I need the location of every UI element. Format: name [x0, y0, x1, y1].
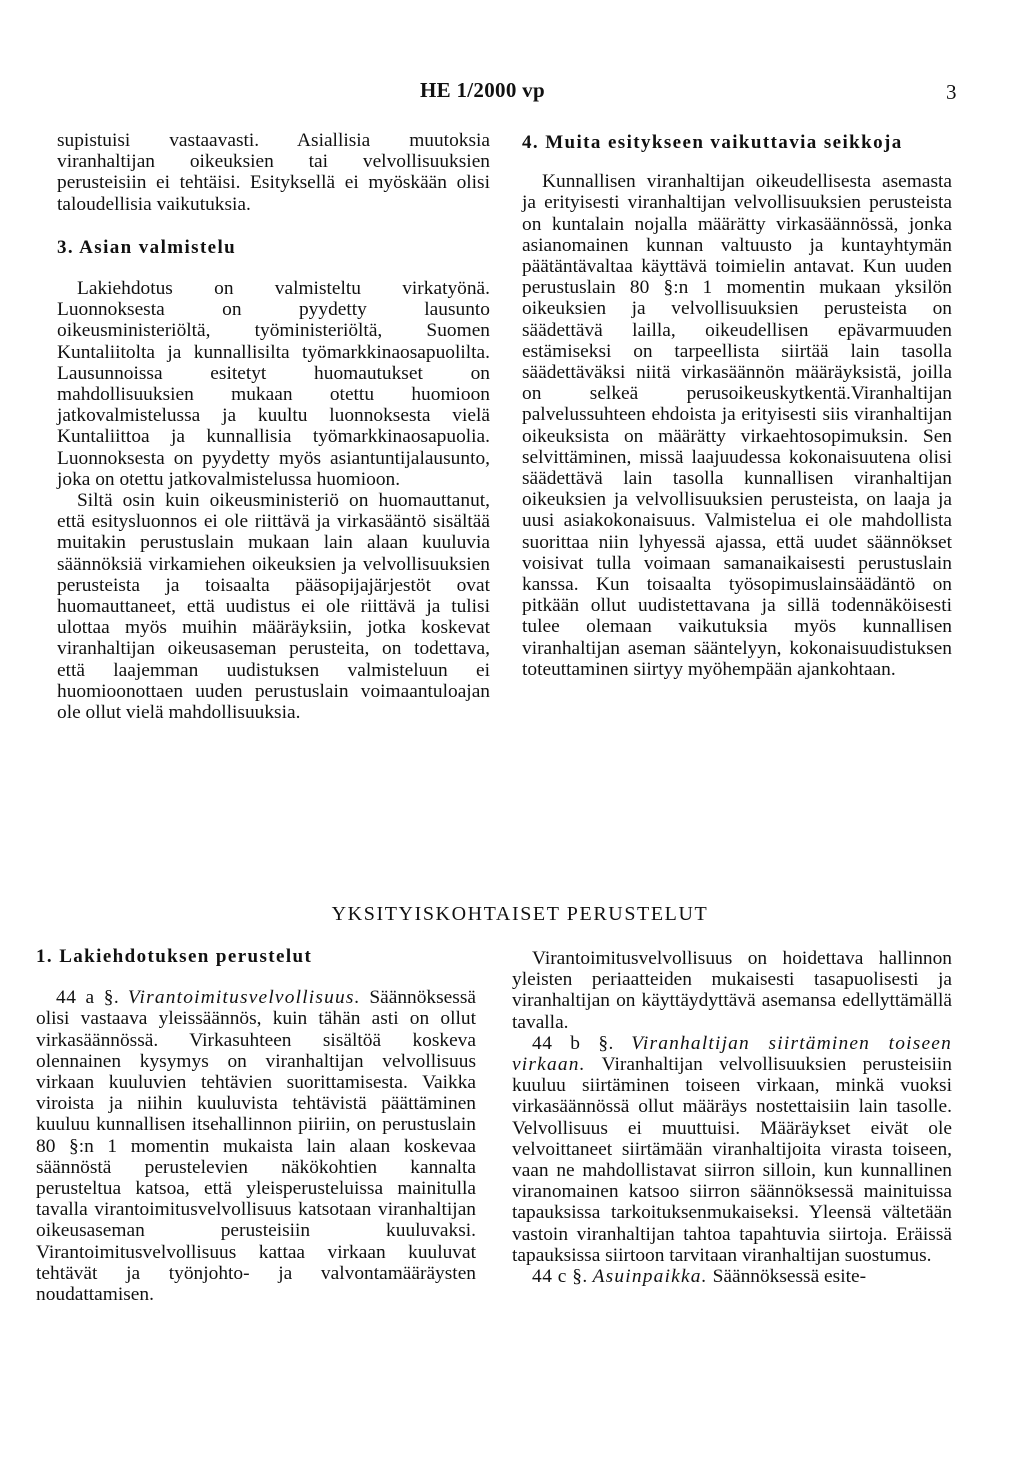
section-text: Viranhaltijan velvollisuuksien perusteisiin kuuluu siirtäminen toiseen virkaan, minkä vuoksi virkasäännössä ollut määräys nostettaisiin lain tasolle. Velvollisuus ei muuttuisi. Määräykset eivät ole velvoittaneet siirtämään viranhaltijoita virasta toiseen, vaan ne mahdollistavat siirron silloin, kun kunnallinen viranomainen katsoo siirron säännöksessä mainituissa tapauksissa tarkoituksenmukaiseksi. Yleensä vältetään vastoin viranhaltijan tahtoa tapahtuvia siirtoja. Eräissä tapauksissa siirtoon tarvitaan viranhaltijan suostumus.: [512, 1054, 952, 1266]
section-number: 44 c §.: [532, 1266, 588, 1288]
section-heading-3: 3. Asian valmistelu: [57, 236, 237, 258]
section-number: 44 a §.: [56, 987, 120, 1009]
section-text: Säännöksessä esite-: [707, 1266, 867, 1288]
section-number: 44 b §.: [532, 1032, 614, 1054]
left-column-bottom: [36, 946, 476, 1305]
paragraph: Kunnallisen viranhaltijan oikeudellisesta asemasta ja erityisesti viranhaltijan velvollisuuksien perusteista on kuntalain nojalla määrätty virkasäännössä, jonka asianomainen kunnan valtuusto ja kuntayhtymän päätäntävaltaa käyttävä toimielin antavat. Kun uuden perustuslain 80 §:n 1 momentin mukaan yksilön oikeuksien ja velvollisuuksien perusteista on säädettävä lailla, oikeudellisen epävarmuuden estämiseksi on tarpeellista siirtää lain tasolla säädettäväksi niitä virkasäännön määräyksistä, joilla on selkeä perusoikeuskytkentä.Viranhaltijan palvelussuhteen ehdoista ja erityisesti siis viranhaltijan oikeuksista on määrätty virkaehtosopimuksin. Sen selvittäminen, missä laajuudessa kokonaisuutena olisi säädettävä lain tasolla kunnallisen viranhaltijan oikeuksien ja velvollisuuksien perusteista, on laaja ja uusi asiakokonaisuus. Valmistelua ei ole mahdollista suorittaa niin lyhyessä ajassa, että uudet säännökset voisivat tulla voimaan samanaikaisesti perustuslain kanssa. Kun toisaalta työsopimuslainsäädäntö on pitkään ollut uudistettavana ja sillä todennäköisesti tulee olemaan vaikutuksia myös kunnallisen viranhaltijan aseman sääntelyyn, kokonaisuudistuksen toteuttaminen siirtyy myöhempään ajankohtaan.: [522, 171, 952, 680]
main-heading: YKSITYISKOHTAISET PERUSTELUT: [331, 903, 709, 925]
paragraph-44c: [512, 1266, 952, 1287]
right-column-bottom: [512, 948, 952, 1287]
section-title: Virantoimitusvelvollisuus.: [127, 987, 361, 1009]
section-heading-4: 4. Muita esitykseen vaikuttavia seikkoja: [522, 132, 903, 153]
page-header: [0, 78, 1024, 108]
page-number: 3: [946, 80, 957, 104]
section-title: Asuinpaikka.: [592, 1266, 708, 1288]
document-id: HE 1/2000 vp: [420, 78, 545, 102]
right-column-top: [522, 130, 952, 680]
section-text: Säännöksessä olisi vastaava yleissäännös, kuin tähän asti on ollut virkasäännössä. Virkasuhteen sisältöä koskeva olennainen kysymys on viranhaltijan velvollisuus virkaan kuuluvien tehtävien suorittamisesta. Vaikka viroista ja niihin kuuluvista tehtävistä päättäminen kuuluu kunnallisen itsehallinnon piiriin, on perustuslain 80 §:n 1 momentin mukaista lain alaan koskevaa säännöstä perustelevien näkökohtien kannalta perusteltua katsoa, että yleisperusteluissa mainitulla tavalla virantoimitusvelvollisuus katsotaan viranhaltijan oikeusaseman perusteisiin kuuluvaksi. Virantoimitusvelvollisuus kattaa virkaan kuuluvat tehtävät ja työnjohto- ja valvontamääräysten noudattamisen.: [36, 987, 476, 1306]
paragraph: Siltä osin kuin oikeusministeriö on huomauttanut, että esitysluonnos ei ole riittävä ja virkasääntö sisältää muitakin perustuslain mukaan lain alaan kuuluvia säännöksiä virkamiehen oikeuksien ja velvollisuuksien perusteista ja toisaalta pääsopijajärjestöt ovat huomauttaneet, että uudistus ei ole riittävä ja tulisi ulottaa myös muihin määräyksiin, jotka koskevat viranhaltijan oikeusaseman perusteita, on todettava, että laajemman uudistuksen valmisteluun ei huomioonottaen uuden perustuslain voimaantuloajan ole ollut vielä mahdollisuuksia.: [57, 490, 490, 724]
paragraph: Virantoimitusvelvollisuus on hoidettava hallinnon yleisten periaatteiden mukaisesti tasapuolisesti ja viranhaltijan on käyttäydyttävä asemansa edellyttämällä tavalla.: [512, 948, 952, 1033]
paragraph: supistuisi vastaavasti. Asiallisia muutoksia viranhaltijan oikeuksien tai velvollisuuksien perusteisiin ei tehtäisi. Esityksellä ei myöskään olisi taloudellisia vaikutuksia.: [57, 130, 490, 215]
paragraph-44a: [36, 987, 476, 1305]
paragraph-44b: [512, 1033, 952, 1266]
section-heading-1: 1. Lakiehdotuksen perustelut: [36, 946, 313, 967]
left-column-top: [57, 130, 490, 723]
section-title: Viranhaltijan siirtäminen toiseen virkaan.: [512, 1032, 952, 1076]
paragraph: Lakiehdotus on valmisteltu virkatyönä. Luonnoksesta on pyydetty lausunto oikeusministeriöltä, työministeriöltä, Suomen Kuntaliitolta ja kunnallisilta työmarkkinaosapuolilta. Lausunnoissa esitetyt huomautukset on mahdollisuuksien mukaan otettu huomioon jatkovalmistelussa ja kuultu luonnoksesta vielä Kuntaliittoa ja kunnallisia työmarkkinaosapuolia. Luonnoksesta on pyydetty myös asiantuntijalausunto, joka on otettu jatkovalmistelussa huomioon.: [57, 278, 490, 490]
